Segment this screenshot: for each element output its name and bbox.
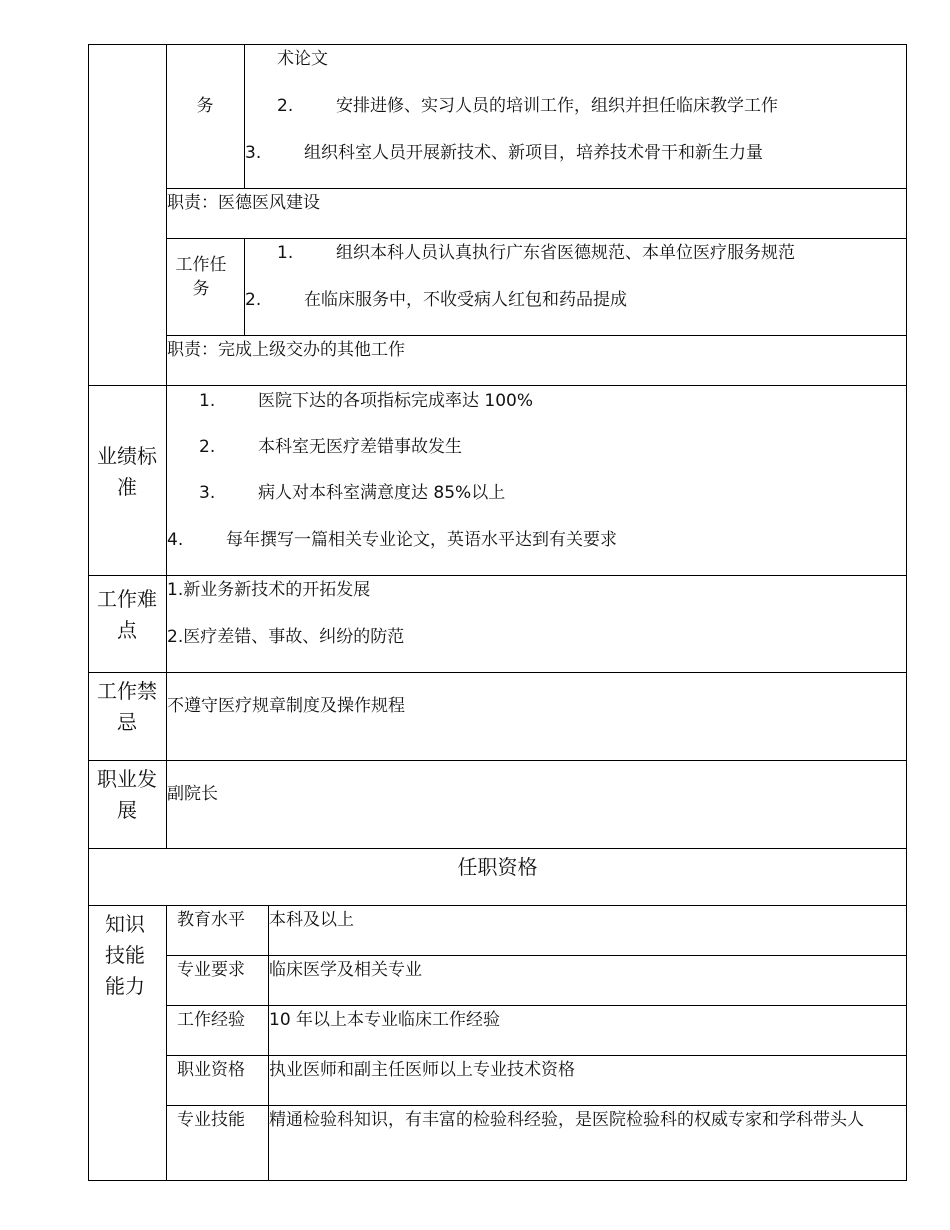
- duty-line-2-num: 2.: [277, 96, 294, 116]
- difficulty-item-2: 2.医疗差错、事故、纠纷的防范: [167, 627, 405, 647]
- label-col-divider-upper: [166, 44, 167, 849]
- ethics-line-2-num: 2.: [245, 290, 262, 310]
- duty-line-3: [245, 142, 763, 164]
- performance-item-4-text: 每年撰写一篇相关专业论文，英语水平达到有关要求: [226, 530, 617, 550]
- performance-item-1-num: 1.: [199, 391, 216, 411]
- performance-item-1: [199, 390, 533, 412]
- rule-difficulty-top: [88, 575, 907, 576]
- knowledge-label: 知识技能能力: [105, 912, 145, 998]
- performance-item-2: [199, 436, 462, 458]
- qual-key-experience: 工作经验: [177, 1010, 245, 1030]
- qual-value-skills: 精通检验科知识，有丰富的检验科经验，是医院检验科的权威专家和学科带头人: [269, 1110, 864, 1130]
- rule-ethics-tasks-top: [166, 238, 907, 239]
- rule-ethics-top: [166, 188, 907, 189]
- label-col-divider-lower: [166, 905, 167, 1181]
- duty-line-3-num: 3.: [245, 143, 262, 163]
- duty-line-3-text: 组织科室人员开展新技术、新项目，培养技术骨干和新生力量: [304, 143, 763, 163]
- duty-line-2: [277, 95, 778, 117]
- duty-line-1: [277, 48, 328, 70]
- qual-value-certification: 执业医师和副主任医师以上专业技术资格: [269, 1060, 575, 1080]
- frame-bottom: [88, 1180, 907, 1181]
- taboo-label: 工作禁忌: [97, 679, 157, 734]
- qual-row-rule-3: [166, 1055, 907, 1056]
- performance-item-1-text: 医院下达的各项指标完成率达 100%: [258, 391, 534, 411]
- duty-line-2-text: 安排进修、实习人员的培训工作，组织并担任临床教学工作: [336, 96, 778, 116]
- duty-line-1-text: 术论文: [277, 49, 328, 69]
- qual-key-certification: 职业资格: [177, 1060, 245, 1080]
- performance-item-3-text: 病人对本科室满意度达 85%以上: [258, 483, 506, 503]
- ethics-line-1-num: 1.: [277, 243, 294, 263]
- qual-key-skills: 专业技能: [177, 1110, 245, 1130]
- task-label-top: 务: [196, 96, 214, 116]
- performance-item-4: [167, 529, 617, 551]
- ethics-line-2-text: 在临床服务中，不收受病人红包和药品提成: [304, 290, 627, 310]
- rule-qualification-top: [88, 848, 907, 849]
- other-heading: 职责：完成上级交办的其他工作: [167, 340, 405, 360]
- frame-top: [88, 44, 907, 45]
- qual-value-experience: 10 年以上本专业临床工作经验: [269, 1010, 501, 1030]
- career-label: 职业发展: [97, 767, 157, 822]
- ethics-line-2: [245, 289, 627, 311]
- ethics-task-label: 工作任务: [175, 255, 227, 299]
- ethics-heading: 职责：医德医风建设: [167, 193, 320, 213]
- rule-knowledge-top: [88, 905, 907, 906]
- qual-row-rule-1: [166, 955, 907, 956]
- performance-item-2-text: 本科室无医疗差错事故发生: [258, 437, 462, 457]
- task-col-divider-1: [244, 44, 245, 188]
- performance-label: 业绩标准: [97, 444, 157, 499]
- difficulty-item-1: 1.新业务新技术的开拓发展: [167, 580, 371, 600]
- frame-right: [906, 44, 907, 1181]
- qual-value-major: 临床医学及相关专业: [269, 960, 422, 980]
- rule-taboo-top: [88, 672, 907, 673]
- qual-key-major: 专业要求: [177, 960, 245, 980]
- qual-value-education: 本科及以上: [269, 910, 354, 930]
- difficulty-label: 工作难点: [97, 587, 157, 642]
- task-col-divider-2: [244, 238, 245, 335]
- performance-item-2-num: 2.: [199, 437, 216, 457]
- ethics-line-1-text: 组织本科人员认真执行广东省医德规范、本单位医疗服务规范: [336, 243, 795, 263]
- qual-row-rule-4: [166, 1105, 907, 1106]
- rule-performance-top: [88, 385, 907, 386]
- qual-row-rule-2: [166, 1005, 907, 1006]
- performance-item-3: [199, 482, 505, 504]
- rule-career-top: [88, 760, 907, 761]
- qualification-title: 任职资格: [457, 855, 538, 879]
- qual-key-education: 教育水平: [177, 910, 245, 930]
- career-text: 副院长: [167, 784, 218, 804]
- taboo-text: 不遵守医疗规章制度及操作规程: [167, 696, 405, 716]
- qual-key-col-divider: [268, 905, 269, 1181]
- performance-item-4-num: 4.: [167, 530, 184, 550]
- ethics-line-1: [277, 242, 795, 264]
- performance-item-3-num: 3.: [199, 483, 216, 503]
- rule-other-top: [166, 335, 907, 336]
